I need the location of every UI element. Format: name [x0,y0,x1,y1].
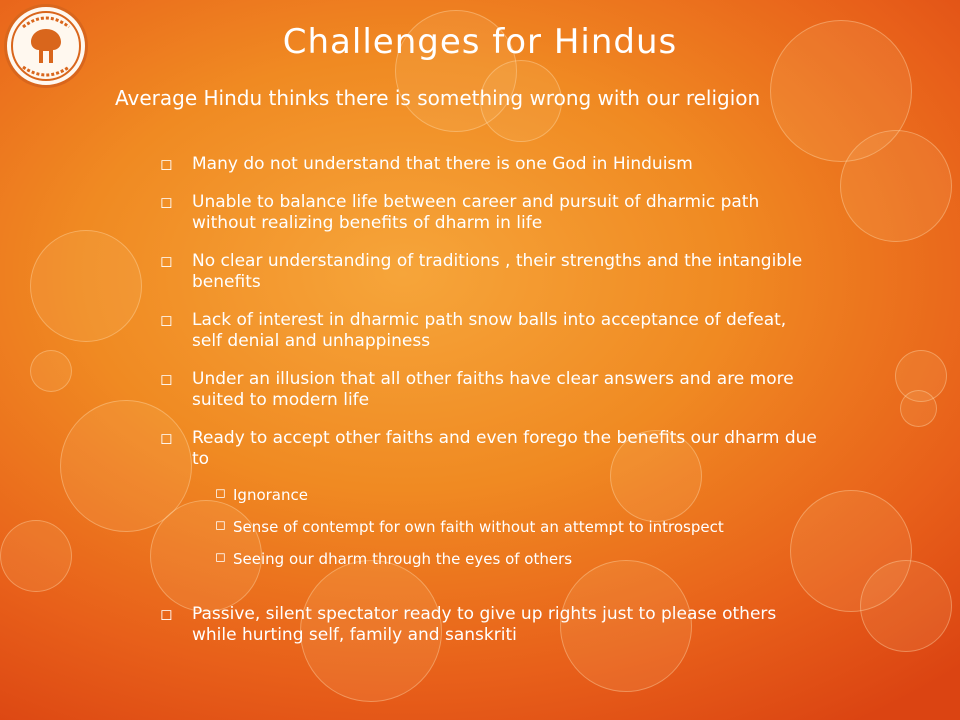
bullet-text: Passive, silent spectator ready to give up rights just to please others while hurting self, family and sanskriti [192,604,777,645]
list-item [160,428,820,470]
square-bullet-icon: ◻ [215,550,226,565]
bullet-text: Many do not understand that there is one God in Hinduism [192,154,693,174]
sub-bullet-text: Seeing our dharm through the eyes of others [233,550,573,568]
square-bullet-icon: ◻ [160,193,173,211]
bokeh-circle [30,230,142,342]
list-item [160,604,820,646]
sub-bullet-text: Ignorance [233,486,308,504]
sub-bullet-list [215,486,775,568]
list-item [215,550,775,568]
square-bullet-icon: ◻ [160,370,173,388]
list-item [160,310,820,352]
bokeh-circle [860,560,952,652]
list-item [160,192,820,234]
bokeh-circle [900,390,937,427]
bokeh-circle [840,130,952,242]
bullet-text: No clear understanding of traditions , their strengths and the intangible benefits [192,251,803,292]
square-bullet-icon: ◻ [160,311,173,329]
square-bullet-icon: ◻ [160,605,173,623]
square-bullet-icon: ◻ [215,486,226,501]
slide-title: Challenges for Hindus [282,22,678,62]
sub-bullet-text: Sense of contempt for own faith without an attempt to introspect [233,518,724,536]
bullet-list [160,154,820,470]
bullet-text: Ready to accept other faiths and even forego the benefits our dharm due to [192,428,817,469]
bullet-text: Under an illusion that all other faiths have clear answers and are more suited to modern life [192,369,794,410]
list-item [160,251,820,293]
bokeh-circle [0,520,72,592]
list-item [215,518,775,536]
bokeh-circle [30,350,72,392]
lead-text: Average Hindu thinks there is something wrong with our religion [115,86,761,110]
square-bullet-icon: ◻ [160,155,173,173]
square-bullet-icon: ◻ [215,518,226,533]
list-item [160,154,820,175]
bullet-text: Unable to balance life between career and pursuit of dharmic path without realizing benefits of dharm in life [192,192,760,233]
square-bullet-icon: ◻ [160,252,173,270]
list-item [215,486,775,504]
square-bullet-icon: ◻ [160,429,173,447]
bullet-text: Lack of interest in dharmic path snow balls into acceptance of defeat, self denial and unhappiness [192,310,787,351]
bullet-list-end [160,604,820,646]
list-item [160,369,820,411]
